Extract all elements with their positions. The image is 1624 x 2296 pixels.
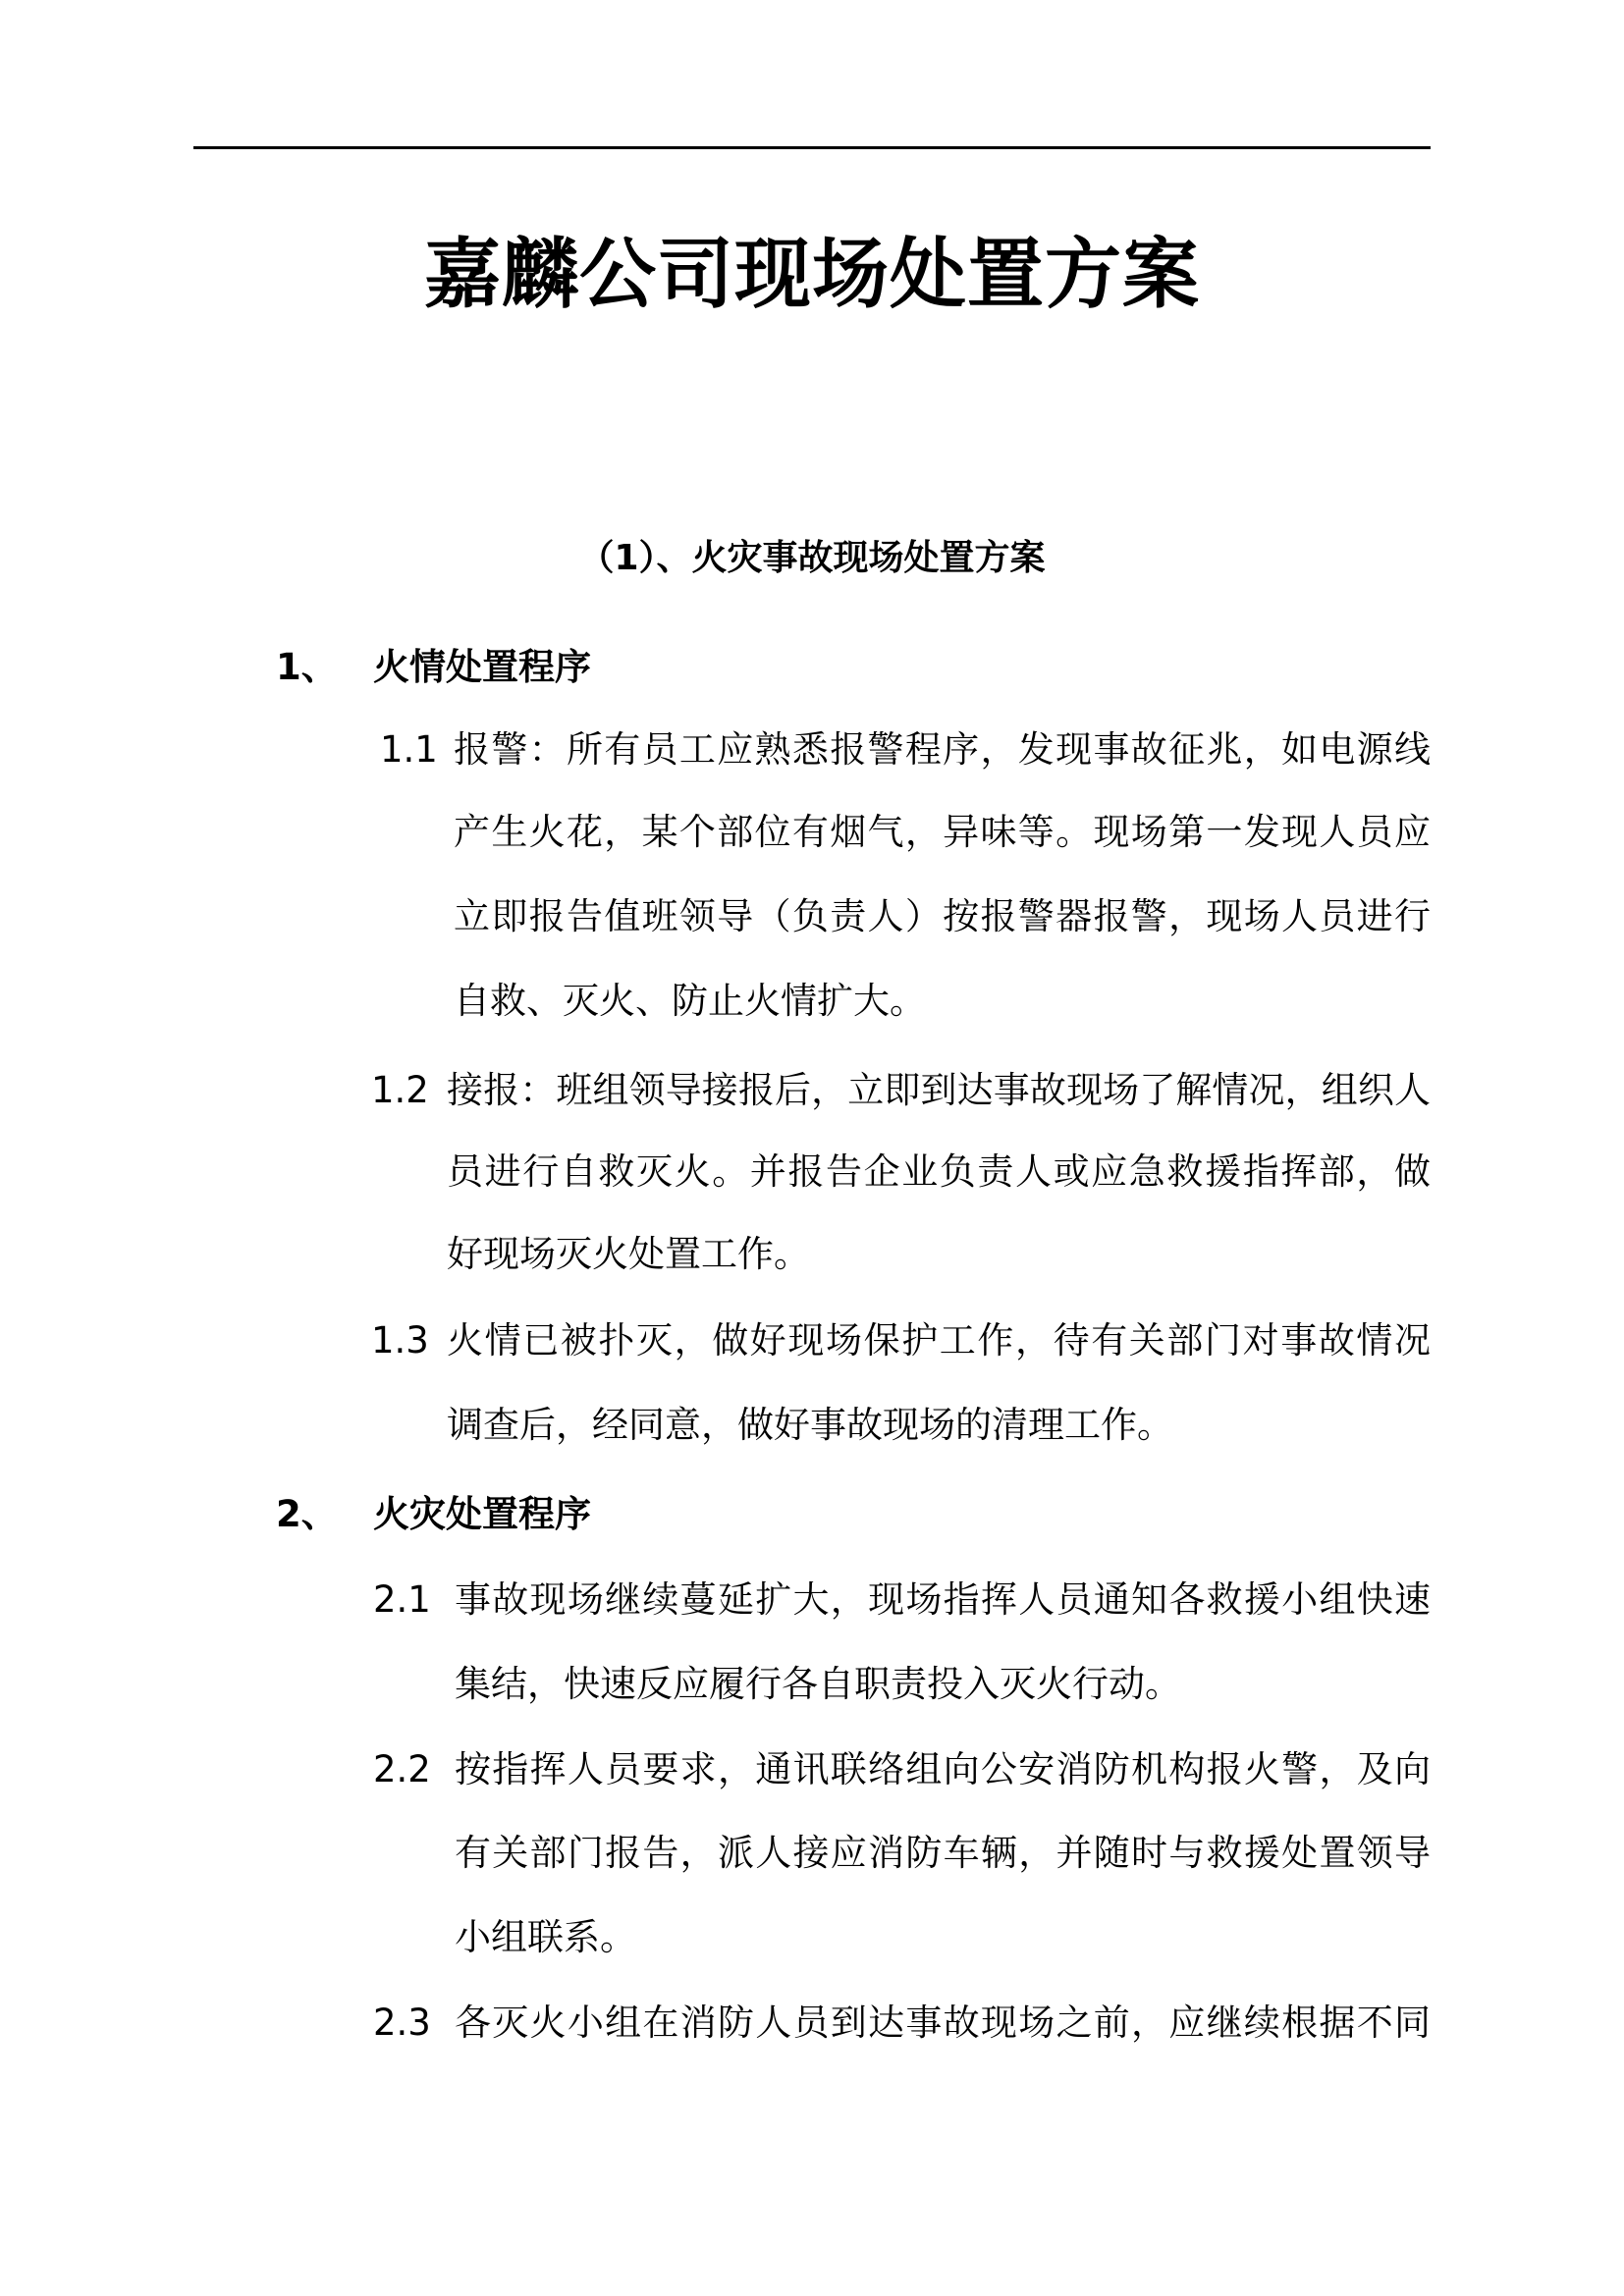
item-number: 2.1 xyxy=(373,1578,431,1621)
section-number: 1、 xyxy=(276,646,338,688)
line-text: 事故现场继续蔓延扩大，现场指挥人员通知各救援小组快速 xyxy=(455,1578,1431,1621)
line-text: 报警：所有员工应熟悉报警程序，发现事故征兆，如电源线 xyxy=(454,728,1431,771)
line-text: 立即报告值班领导（负责人）按报警器报警，现场人员进行 xyxy=(454,895,1431,937)
item-number: 1.2 xyxy=(371,1069,429,1111)
document-subtitle: （1）、火灾事故现场处置方案 xyxy=(578,538,1046,578)
line-text: 小组联系。 xyxy=(455,1916,636,1958)
line-text: 集结，快速反应履行各自职责投入灭火行动。 xyxy=(455,1663,1181,1705)
item-number: 2.2 xyxy=(373,1748,431,1790)
line-text: 员进行自救灭火。并报告企业负责人或应急救援指挥部，做 xyxy=(447,1150,1431,1193)
line-text: 有关部门报告，派人接应消防车辆，并随时与救援处置领导 xyxy=(455,1832,1431,1874)
section-number: 2、 xyxy=(276,1493,338,1535)
section-title: 火灾处置程序 xyxy=(373,1493,591,1535)
item-number: 1.1 xyxy=(380,728,438,771)
item-number: 2.3 xyxy=(373,2002,431,2044)
line-text: 自救、灭火、防止火情扩大。 xyxy=(454,980,926,1022)
item-number: 1.3 xyxy=(371,1319,429,1362)
line-text: 按指挥人员要求，通讯联络组向公安消防机构报火警，及向 xyxy=(455,1748,1431,1790)
line-text: 火情已被扑灭，做好现场保护工作，待有关部门对事故情况 xyxy=(447,1319,1431,1362)
section-title: 火情处置程序 xyxy=(373,646,591,688)
line-text: 好现场灭火处置工作。 xyxy=(447,1233,810,1275)
line-text: 调查后，经同意，做好事故现场的清理工作。 xyxy=(447,1404,1173,1446)
line-text: 产生火花，某个部位有烟气，异味等。现场第一发现人员应 xyxy=(454,811,1431,853)
document-title: 嘉麟公司现场处置方案 xyxy=(423,231,1200,319)
header-rule xyxy=(193,146,1431,149)
line-text: 接报：班组领导接报后，立即到达事故现场了解情况，组织人 xyxy=(447,1069,1431,1111)
line-text: 各灭火小组在消防人员到达事故现场之前，应继续根据不同 xyxy=(455,2002,1431,2044)
